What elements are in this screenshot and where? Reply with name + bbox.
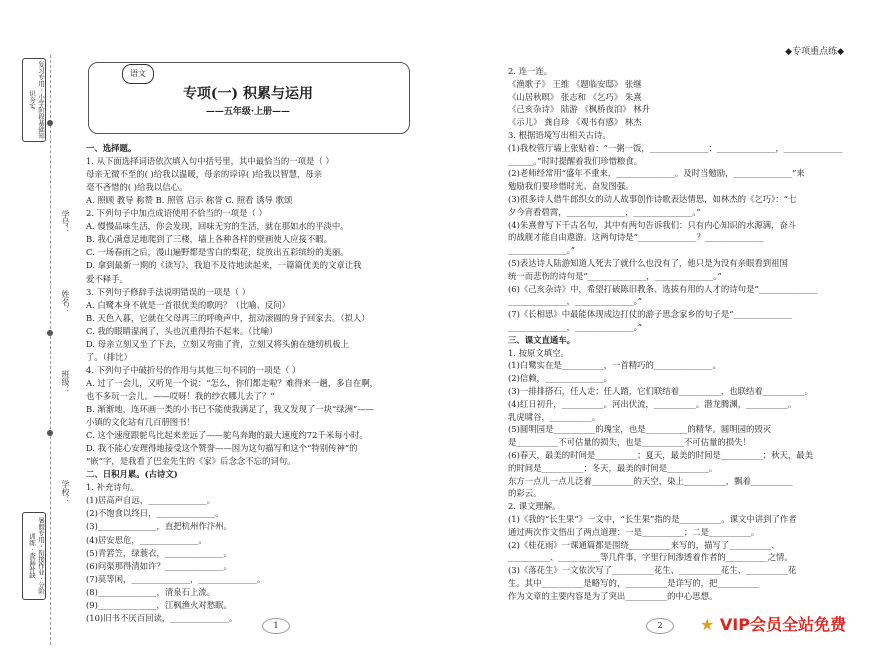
right-line: 的时间是__________；冬天，最美的时间是__________。	[508, 462, 718, 473]
binding-hole-icon	[47, 120, 53, 126]
left-line: (3)______________，直把杭州作汴州。	[86, 521, 232, 532]
page-subtitle: ——五年级·上册——	[205, 107, 291, 117]
vip-watermark[interactable]	[700, 612, 846, 635]
right-line: (5)圆明园是__________的瑰宝，也是__________的精华。圆明园的毁灭	[508, 424, 772, 435]
left-line: A. 白鹭本身不就是一首很优美的歌吗？（比喻、反问）	[86, 299, 290, 310]
left-line: D. 我不能心安理得地接受这个赞誉——因为这句描写和这个“特别传神”的	[86, 443, 358, 454]
binding-hole-icon	[47, 430, 53, 436]
right-line: (2)老师经常用“盛年不重来，______________。及时当勉励，______________”来	[508, 168, 805, 179]
right-line: (4)红日初升，__________。河出伏流，__________。潜龙腾渊，__________。	[508, 398, 797, 409]
sidebar-badge-top: 复习专用 · 小学阶段基础知识夯实	[22, 58, 46, 142]
right-line: 是__________不可估量的损失，也是__________不可估量的损失！	[508, 437, 751, 448]
field-name: 姓名：	[61, 290, 70, 314]
right-line: 三、课文直通车。	[508, 334, 575, 345]
field-student-id: 学号：	[61, 210, 70, 234]
left-line: C. 一场春雨之后，漫山遍野都是雪白的梨花，绽放出五彩缤纷的美丽。	[86, 247, 349, 258]
right-line: 统一而悲伤的诗句是“______________，______________。”	[508, 270, 722, 281]
left-line: (10)旧书不厌百回读，______________。	[86, 612, 238, 623]
left-line: A. 过了一会儿，又听见一个说：“怎么，你们都走啦？难得来一趟，多自在啊，	[86, 377, 379, 388]
left-line: A. 照顾 教导 称赞 B. 照管 启示 称誉 C. 照看 诱导 歌颂	[86, 195, 293, 206]
right-line: ______________，______________。”	[508, 296, 643, 307]
right-line: (6)春天，最美的时间是__________；夏天，最美的时间是__________；秋天，最美	[508, 450, 813, 460]
sidebar-cut-line	[50, 55, 51, 645]
page-number-right: 2	[646, 618, 674, 634]
left-line: (9)______________，江枫渔火对愁眠。	[86, 599, 232, 610]
right-line: (1)我校管厅墙上张贴着：“一粥一饭，______________；______________，______________	[508, 142, 843, 153]
right-line: 夕今宵看碧霄，______________，______________。”	[508, 206, 701, 217]
left-line: B. 我心满意足地爬到了三楼，墙上各种各样的壁画使人应接不暇。	[86, 234, 332, 245]
star-icon: ★	[700, 615, 715, 634]
field-school: 学校：	[61, 480, 70, 504]
left-line: 3. 下列句子修辞手法说明错误的一项是（ ）	[86, 286, 251, 297]
right-line: 生。其中__________是略写的，__________是详写的，把__________	[508, 578, 760, 588]
left-line: 爱不释手。	[86, 273, 128, 284]
page-number-left: 1	[262, 618, 290, 634]
right-line: __________、__________等几件事，字里行间渗透着作者的__________之情。	[508, 552, 793, 563]
left-line: C. 我的眼睛湿润了，头也沉重得抬不起来。（比喻）	[86, 325, 278, 336]
left-line: (5)青箬笠，绿蓑衣，______________。	[86, 547, 232, 558]
left-line: A. 慢慢品味生活，你会发现，回味无穷的生活，就在那如水的平淡中。	[86, 221, 349, 232]
left-line: B. 渐渐地，连环画一类的小书已不能使我满足了，我又发现了一块“绿洲”——	[86, 404, 375, 414]
left-line: 也不多玩一会儿。——哎呀！我的纱衣哪儿去了？”	[86, 390, 275, 401]
right-line: (4)朱熹曾写下千古名句，其中有两句告诉我们：只有内心知识的水源满，奋斗	[508, 219, 797, 230]
right-line: 东方一点儿一点儿泛着__________的天空，染上__________，飘着__________	[508, 475, 793, 486]
right-line: (6)《己亥杂诗》中，希望打破陈旧教条、选拔有用的人才的诗句是“______________	[508, 283, 818, 294]
right-line: 乳虎啸谷，__________。	[508, 411, 601, 422]
right-line: 1. 按原文填空。	[508, 347, 569, 358]
left-line: 毫不吝惜的( )给我以信心。	[86, 182, 188, 193]
right-line: ______________，______________。”	[508, 322, 643, 332]
right-line: 《示儿》 龚自珍 《观书有感》 林杰	[508, 117, 642, 128]
right-line: 《渔歌子》 王维 《题临安邸》 张继	[508, 78, 642, 89]
right-line: (3)一排排搭石，任人走；任人踏，它们联结着__________，也联结着__________。	[508, 386, 813, 396]
right-line: (2)信赖，______________。	[508, 373, 612, 384]
right-line: 的战舰才能自由遨游。这两句诗是“______________？______________	[508, 232, 764, 243]
right-line: ______。”时时提醒着我们珍惜粮食。	[508, 155, 643, 166]
right-line: 2. 课文理解。	[508, 501, 561, 512]
right-line: 2. 连一连。	[508, 66, 553, 76]
left-line: (1)居高声自远，______________。	[86, 495, 216, 506]
right-line: (1)白鹭实在是__________，一首精巧的______________。	[508, 360, 721, 371]
left-line: B. 天色入暮，它就在父母再三的呼唤声中，扭动滚圆的身子回家去。（拟人）	[86, 312, 370, 323]
left-line: (7)莫等闲，______________，______________。	[86, 573, 266, 584]
left-line: C. 这个速度跟鸵鸟比起来差远了——鸵鸟奔跑的最大速度约72千米每小时。	[86, 430, 368, 441]
right-line: (1)《我的“长生果”》一文中，“长生果”指的是__________。课文中讲到了作者	[508, 514, 797, 524]
header-tag: ◆专项重点练◆	[785, 47, 844, 57]
left-line: 了。（排比）	[86, 351, 133, 362]
right-line: (3)很多诗人借牛郎织女的动人故事创作诗歌表达情思，如林杰的《乞巧》：“七	[508, 194, 797, 204]
right-line: 的彩云。	[508, 488, 542, 499]
right-line: (7)《长相思》中最能体现成边打仗的游子思念家乡的句子是“______________	[508, 309, 793, 320]
left-line: 1. 补充诗句。	[86, 482, 139, 493]
left-line: D. 拿到最新一期的《读写》，我迫不及待地读起来，一篇篇优美的文章让我	[86, 260, 362, 271]
left-line: 二、日积月累。(古诗文)	[86, 469, 178, 480]
right-line: 《山居秋暝》 张志和 《乞巧》 朱熹	[508, 91, 642, 102]
right-line: (5)表达诗人陆游知道人死去了就什么也没有了，他只是为没有亲眼看到祖国	[508, 258, 788, 268]
left-line: 一、选择题。	[86, 143, 137, 153]
subject-logo: 语文	[122, 64, 154, 84]
field-class: 班级：	[61, 370, 70, 394]
left-line: 小镇的文化站有几百册图书！	[86, 417, 195, 428]
left-line: 1. 从下面选择词语依次填入句中括号里，其中最恰当的一项是（ ）	[86, 156, 334, 167]
left-line: (4)居安思危，______________。	[86, 534, 207, 545]
left-line: (2)不饱食以终日，______________。	[86, 508, 224, 519]
right-line: 通过两次作文悟出了两点道理：一是__________；二是__________。	[508, 526, 760, 537]
left-line: (6)问渠那得清如许？______________。	[86, 560, 232, 571]
left-line: 2. 下列句子中加点成语使用不恰当的一项是（ ）	[86, 208, 267, 219]
right-line: (2)《桂花雨》一课通篇都是围绕__________来写的，描写了__________、	[508, 539, 780, 550]
sidebar-badge-bottom: 暑假专用 · 衔接作业 · 分阶训练 · 查漏补缺	[22, 512, 46, 600]
right-line: 《己亥杂诗》 陆游 《枫桥夜泊》 林升	[508, 104, 650, 115]
right-line: 勉励我们要珍惜时光、奋发图强。	[508, 181, 634, 192]
right-line: ______________。”	[508, 245, 576, 256]
right-line: 3. 根据语境写出相关古诗。	[508, 130, 611, 140]
watermark-text: VIP会员全站免费	[719, 615, 846, 634]
binding-hole-icon	[47, 330, 53, 336]
left-line: 4. 下列句子中破折号的作用与其他三句不同的一项是（ ）	[86, 364, 301, 375]
left-line: 母亲无微不至的( )给我以温暖，母亲的谆谆( )给我以智慧，母亲	[86, 169, 323, 180]
right-line: 作为文章的主要内容是为了突出__________的中心思想。	[508, 590, 718, 601]
page-title: 专项(一) 积累与运用	[182, 86, 314, 102]
left-line: D. 母亲立刻又坐了下去，立刻又弯曲了背，立刻又将头俯在缝纫机板上	[86, 338, 349, 349]
right-line: (3)《落花生》一文依次写了__________花生、__________花生、__________花	[508, 565, 797, 576]
left-line: (8)______________，清泉石上流。	[86, 586, 216, 597]
left-line: “嵌”字，是我看了巴金先生的《家》后念念不忘的词句。	[86, 456, 296, 467]
